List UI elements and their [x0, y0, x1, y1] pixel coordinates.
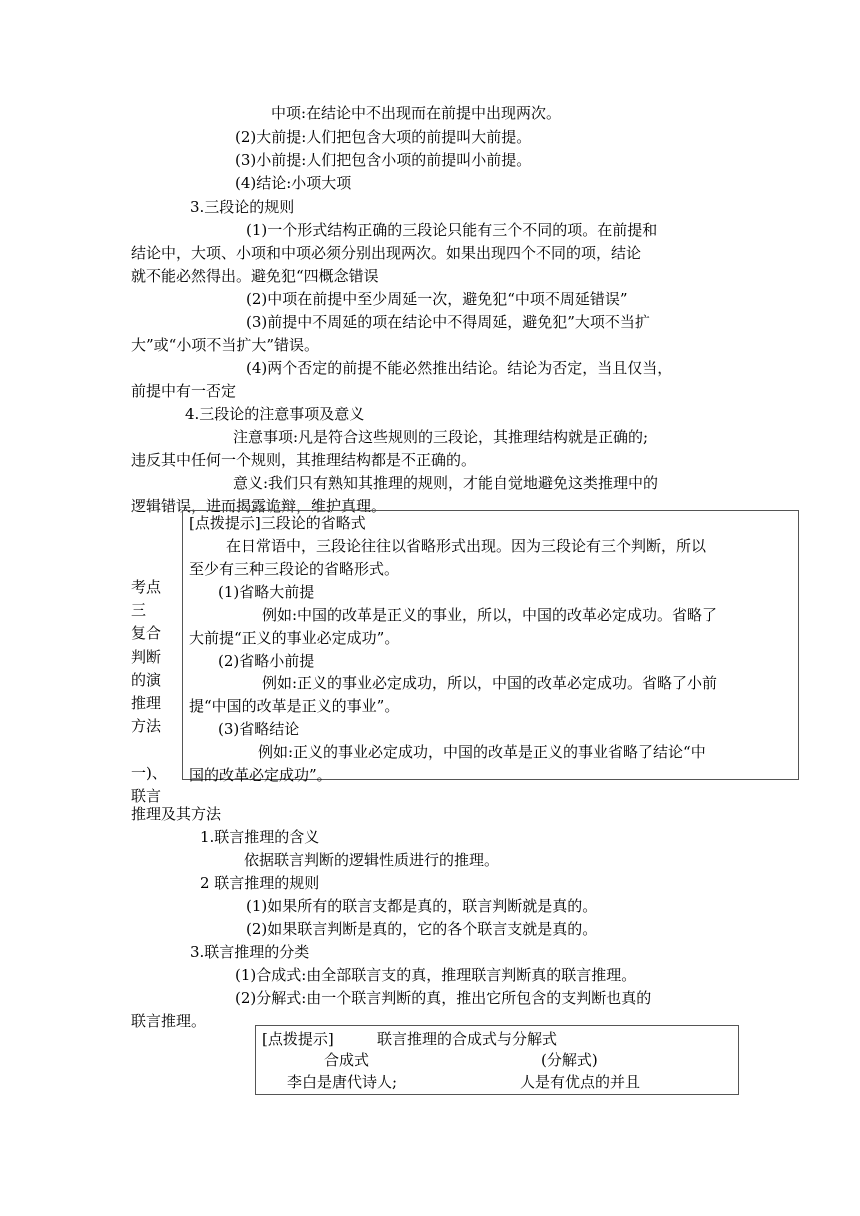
- side-label-part: 推理: [131, 693, 162, 712]
- text-line: 至少有三种三段论的省略形式。: [189, 560, 400, 578]
- text-line: 大前提“正义的事业必定成功”。: [189, 629, 400, 647]
- section-heading: 3.联言推理的分类: [190, 943, 310, 961]
- text-line: 就不能必然得出。避免犯“四概念错误: [131, 267, 379, 285]
- text-line: (1)省略大前提: [218, 583, 315, 601]
- tip-title: 联言推理的合成式与分解式: [377, 1030, 558, 1048]
- example-cell: 李白是唐代诗人;: [287, 1073, 398, 1091]
- text-line: 结论中，大项、小项和中项必须分别出现两次。如果出现四个不同的项，结论: [131, 244, 642, 262]
- text-line: (3)省略结论: [218, 720, 300, 738]
- section-heading: 1.联言推理的含义: [200, 828, 320, 846]
- text-line: (4)结论:小项大项: [235, 174, 352, 192]
- text-line: (1)如果所有的联言支都是真的，联言判断就是真的。: [246, 897, 598, 915]
- text-line: 联言推理。: [131, 1012, 207, 1030]
- text-line: 注意事项:凡是符合这些规则的三段论，其推理结构就是正确的;: [233, 428, 649, 446]
- tip-title: [点拨提示]三段论的省略式: [189, 514, 366, 532]
- text-line: 意义:我们只有熟知其推理的规则，才能自觉地避免这类推理中的: [233, 474, 659, 492]
- text-line: (2)分解式:由一个联言判断的真，推出它所包含的支判断也真的: [235, 989, 652, 1007]
- side-label-part: 考点: [131, 578, 162, 596]
- text-line: 例如:正义的事业必定成功，所以，中国的改革必定成功。省略了小前: [262, 674, 718, 692]
- section-heading: 2 联言推理的规则: [200, 874, 320, 892]
- side-label-part: 三: [131, 601, 147, 620]
- text-line: (3)小前提:人们把包含小项的前提叫小前提。: [235, 151, 532, 169]
- side-label-part: 复合: [131, 624, 162, 643]
- section-heading: 4.三段论的注意事项及意义: [185, 405, 365, 423]
- column-header: (分解式): [541, 1051, 598, 1069]
- text-line: 提“中国的改革是正义的事业”。: [189, 697, 400, 715]
- text-line: (1)一个形式结构正确的三段论只能有三个不同的项。在前提和: [246, 221, 658, 239]
- section-heading: 3.三段论的规则: [190, 198, 295, 216]
- text-line: (1)合成式:由全部联言支的真，推理联言判断真的联言推理。: [235, 966, 637, 984]
- side-label: [131, 576, 181, 808]
- text-line: 在日常语中，三段论往往以省略形式出现。因为三段论有三个判断，所以: [226, 537, 707, 555]
- side-label-part: 联言: [131, 786, 162, 805]
- text-line: 例如:正义的事业必定成功，中国的改革是正义的事业省略了结论“中: [258, 743, 706, 761]
- text-line: (2)中项在前提中至少周延一次，避免犯“中项不周延错误”: [246, 290, 628, 308]
- side-label-part: 判断: [131, 647, 162, 666]
- example-cell: 人是有优点的并且: [520, 1073, 641, 1091]
- text-line: 例如:中国的改革是正义的事业，所以，中国的改革必定成功。省略了: [262, 606, 718, 624]
- text-line: 国的改革必定成功”。: [189, 766, 332, 784]
- text-line: (2)如果联言判断是真的，它的各个联言支就是真的。: [246, 920, 598, 938]
- text-line: 违反其中任何一个规则，其推理结构都是不正确的。: [131, 451, 477, 469]
- side-label-part: [131, 738, 181, 761]
- side-label-part: 一)、: [131, 763, 167, 782]
- text-line: 大”或“小项不当扩大”错误。: [131, 336, 320, 354]
- side-label-part: 的演: [131, 670, 162, 689]
- text-line: 依据联言判断的逻辑性质进行的推理。: [244, 851, 500, 869]
- tip-title-tag: [点拨提示]: [262, 1030, 334, 1048]
- text-line: (3)前提中不周延的项在结论中不得周延，避免犯”大项不当扩: [246, 313, 650, 331]
- section-heading: 推理及其方法: [131, 805, 222, 823]
- text-line: (2)大前提:人们把包含大项的前提叫大前提。: [235, 128, 532, 146]
- text-line: 前提中有一否定: [131, 382, 237, 400]
- text-line: 中项:在结论中不出现而在前提中出现两次。: [271, 104, 562, 122]
- text-line: 逻辑错误，进而揭露诡辩，维护真理。: [131, 497, 387, 515]
- text-line: (4)两个否定的前提不能必然推出结论。结论为否定，当且仅当，: [246, 359, 673, 377]
- text-line: (2)省略小前提: [218, 652, 315, 670]
- column-header: 合成式: [324, 1051, 370, 1069]
- side-label-part: 方法: [131, 717, 162, 736]
